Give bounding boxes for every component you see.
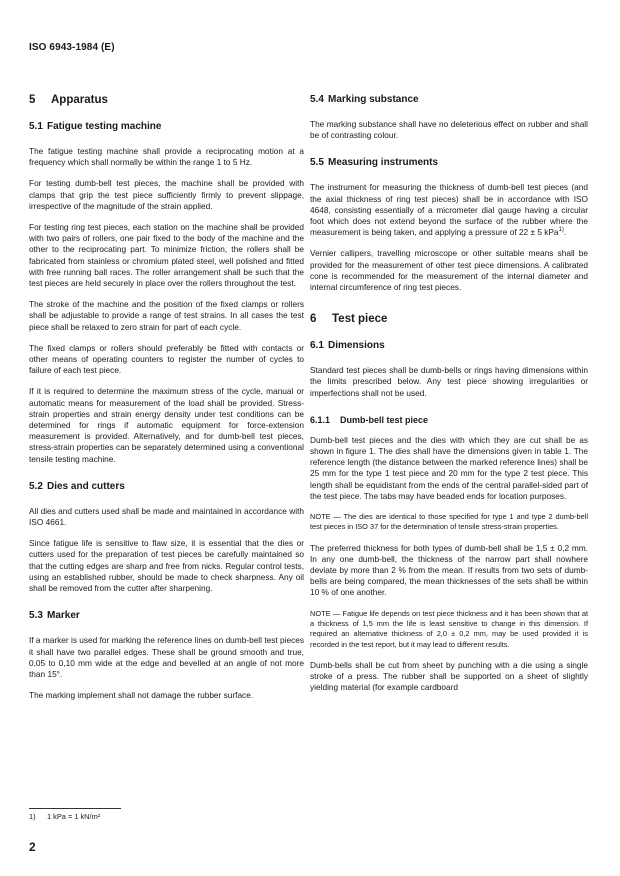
section-title: Dies and cutters [47, 480, 125, 492]
section-title: Dimensions [328, 340, 385, 352]
page-number: 2 [29, 840, 36, 854]
section-number: 5.2 [29, 480, 43, 492]
section-number: 6.1 [310, 340, 324, 352]
section-number: 5 [29, 94, 36, 106]
footnote [29, 812, 100, 821]
section-5-1-heading [29, 121, 304, 132]
section-5-heading [29, 94, 304, 106]
section-title: Marker [47, 610, 80, 622]
section-title: Fatigue testing machine [47, 121, 162, 132]
section-6-heading [310, 313, 588, 325]
paragraph: The stroke of the machine and the position of the fixed clamps or rollers shall be adjustable to provide a range of test strains. In all cases the test piece shall be relaxed to zero strain for part of each cycle. [29, 299, 304, 332]
paragraph-end: . [563, 227, 567, 238]
paragraph: Standard test pieces shall be dumb-bells or rings having dimensions within the limits prescribed below. Any test piece showing irregularities or imperfections shall not be used. [310, 365, 588, 398]
section-number: 6 [310, 313, 317, 326]
section-title: Dumb-bell test piece [340, 414, 429, 425]
footnote-mark: 1) [29, 812, 36, 821]
section-6-1-heading [310, 340, 588, 351]
section-number: 5.5 [310, 157, 324, 169]
section-number: 5.1 [29, 121, 43, 132]
footnote-text: 1 kPa = 1 kN/m² [47, 812, 101, 821]
footnote-divider [29, 808, 121, 809]
paragraph: Dumb-bells shall be cut from sheet by punching with a die using a single stroke of a press. The rubber shall be supported on a sheet of slightly yielding material (for example cardboard [310, 659, 588, 693]
paragraph [310, 182, 588, 238]
note: NOTE — Fatigue life depends on test piece thickness and it has been shown that at a thickness of 1,5 mm the life is least sensitive to change in this dimension. If required an alternative thickness of 2,0 ± 0,2 mm, may be used provided it is recorded in the test report, but it may lead to different results. [310, 608, 588, 649]
paragraph: Dumb-bell test pieces and the dies with which they are cut shall be as shown in figure 1. The dies shall have the dimensions given in table 1. The reference length (the distance between the marked reference lines) shall be 25 mm for the type 1 test piece and 20 mm for the type 2 test piece. This length shall be equidistant from the ends of the central parallel-sided part of the test piece. The tabs may have beaded ends for location purposes. [310, 434, 588, 501]
section-5-4-heading [310, 94, 588, 105]
paragraph: Since fatigue life is sensitive to flaw size, it is essential that the dies or cutters used for the preparation of test pieces be carefully maintained so that the cutting edges are sharp and free from nicks. Regular control tests, using an established rubber, should be made to check sharpness. Any oil shall be removed from the cutter after sharpening. [29, 538, 304, 594]
footnote-reference: 1) [558, 227, 564, 234]
paragraph: The preferred thickness for both types of dumb-bell shall be 1,5 ± 0,2 mm. In any one dumb-bell, the thickness of the narrow part shall nowhere deviate by more than 2 % from the mean. If results from two sets of dumb-bells are being compared, the mean thicknesses of the sets shall be within 10 % of one another. [310, 542, 588, 598]
paragraph: Vernier callipers, travelling microscope or other suitable means shall be provided for the measurement of other test piece dimensions. A calibrated cone is recommended for the measurement of the internal diameter and internal circumference of ring test pieces. [310, 248, 588, 293]
section-number: 5.4 [310, 94, 324, 105]
paragraph: If a marker is used for marking the reference lines on dumb-bell test pieces it shall have two parallel edges. These shall be ground smooth and true, 0,05 to 0,10 mm wide at the edge and bevelled at an angle of not more than 15°. [29, 635, 304, 679]
section-5-2-heading [29, 481, 304, 492]
paragraph: The fixed clamps or rollers should preferably be fitted with contacts or other means of operating counters to register the number of cycles to failure of each test piece. [29, 342, 304, 376]
section-number: 5.3 [29, 610, 43, 622]
section-number: 6.1.1 [310, 414, 331, 425]
section-5-5-heading [310, 157, 588, 168]
section-title: Test piece [332, 313, 388, 326]
paragraph-text: The instrument for measuring the thickness of dumb-bell test pieces (and the axial thickness of ring test pieces) shall be in accordance with ISO 4648, consisting essentially of a micrometer dial gauge having a circular foot which does not extend beyond the surface of the rubber where the measurement is being taken, and applying a pressure of 22 ± 5 kPa [310, 182, 588, 238]
right-column [310, 94, 588, 703]
section-title: Apparatus [51, 94, 108, 106]
section-6-1-1-heading [310, 415, 588, 425]
section-5-3-heading [29, 610, 304, 621]
section-title: Measuring instruments [328, 157, 439, 169]
paragraph: All dies and cutters used shall be made and maintained in accordance with ISO 4661. [29, 505, 304, 528]
document-id: ISO 6943-1984 (E) [29, 42, 115, 53]
paragraph: The marking implement shall not damage the rubber surface. [29, 690, 254, 701]
paragraph: For testing ring test pieces, each station on the machine shall be provided with two pairs of rollers, one pair fixed to the body of the machine and the other to the reciprocating part. To minimize friction, the rollers shall be fabricated from stainless or chromium plated steel, well polished and fitted with free running ball races. The roller arrangement shall be such that the test pieces are held securely in place over the rollers throughout the test. [29, 222, 304, 289]
left-column [29, 94, 304, 711]
section-title: Marking substance [328, 94, 419, 105]
paragraph: The fatigue testing machine shall provide a reciprocating motion at a frequency which shall normally be within the range 1 to 5 Hz. [29, 146, 304, 168]
note: NOTE — The dies are identical to those specified for type 1 and type 2 dumb-bell test pieces in ISO 37 for the determination of tensile stress-strain properties. [310, 512, 588, 532]
paragraph: The marking substance shall have no deleterious effect on rubber and shall be of contrasting colour. [310, 119, 588, 141]
paragraph: For testing dumb-bell test pieces, the machine shall be provided with clamps that grip the test piece sufficiently firmly to prevent slippage, irrespective of the magnitude of the strain applied. [29, 178, 304, 211]
paragraph: If it is required to determine the maximum stress of the cycle, manual or automatic means for measurement of the load shall be provided. Stress-strain properties and strain energy density under test conditions can be determined for rings if automatic equipment for force-extension measurement is provided. Alternatively, and for dumb-bell test pieces, stress-strain properties can be separately determined using a conventional tensile testing machine. [29, 386, 304, 464]
